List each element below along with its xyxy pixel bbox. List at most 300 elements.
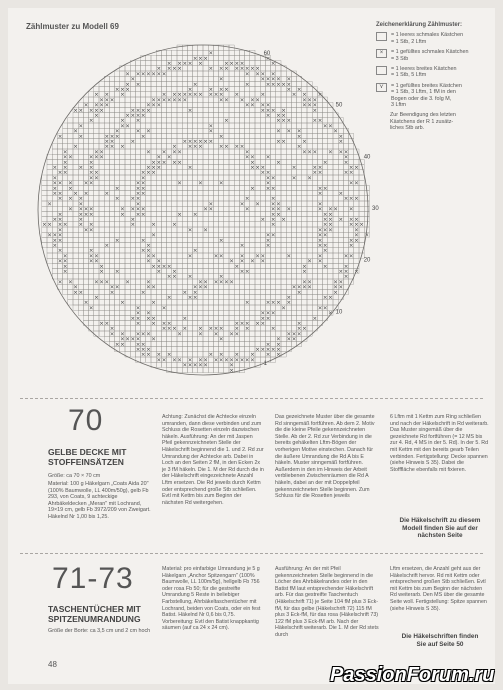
stitch-mark: × [234, 92, 240, 99]
stitch-mark: × [328, 211, 333, 218]
stitch-mark: × [203, 55, 208, 62]
stitch-mark: × [78, 196, 84, 203]
stitch-mark: × [151, 97, 156, 104]
stitch-mark: × [146, 258, 151, 265]
stitch-mark: × [270, 71, 276, 78]
stitch-mark: × [135, 191, 141, 197]
stitch-mark: × [218, 357, 224, 364]
stitch-mark: × [312, 118, 318, 125]
stitch-mark: × [317, 206, 323, 213]
stitch-mark: × [198, 180, 203, 187]
stitch-mark: × [328, 149, 333, 156]
stitch-mark: × [265, 300, 271, 307]
stitch-mark: × [125, 123, 130, 130]
stitch-mark: × [78, 222, 84, 229]
stitch-mark: × [146, 284, 151, 291]
stitch-mark: × [218, 253, 224, 260]
stitch-mark: × [166, 321, 172, 327]
stitch-mark: × [151, 170, 156, 177]
stitch-mark: × [156, 352, 162, 359]
stitch-mark: × [140, 237, 146, 244]
stitch-mark: × [229, 61, 234, 67]
stitch-mark: × [182, 92, 188, 99]
stitch-mark: × [198, 144, 203, 151]
stitch-mark: × [177, 66, 182, 73]
stitch-mark: × [239, 253, 245, 260]
stitch-mark: × [333, 206, 338, 213]
stitch-mark: × [224, 87, 229, 93]
section-title: GELBE DECKE MIT STOFFEINSÄTZEN [48, 447, 127, 467]
stitch-mark: × [130, 222, 136, 229]
stitch-mark: × [250, 258, 255, 265]
stitch-mark: × [229, 258, 234, 265]
stitch-mark: × [146, 347, 151, 353]
stitch-mark: × [62, 165, 68, 171]
stitch-mark: × [218, 92, 224, 99]
stitch-mark: × [83, 191, 89, 197]
stitch-mark: × [317, 165, 323, 171]
legend [376, 22, 494, 132]
stitch-mark: × [276, 113, 281, 119]
stitch-mark: × [229, 362, 234, 369]
stitch-mark: × [317, 227, 323, 234]
stitch-mark: × [224, 97, 229, 104]
stitch-mark: × [260, 315, 266, 322]
stitch-mark: × [192, 362, 198, 369]
stitch-mark: × [286, 128, 292, 135]
stitch-mark: × [151, 321, 156, 327]
stitch-mark: × [354, 165, 359, 171]
stitch-mark: × [83, 206, 89, 213]
stitch-mark: × [276, 139, 281, 145]
stitch-mark: × [296, 331, 302, 338]
stitch-mark: × [260, 321, 266, 327]
stitch-mark: × [296, 326, 302, 333]
stitch-mark: × [88, 253, 94, 260]
stitch-mark: × [78, 165, 84, 171]
stitch-mark: × [213, 331, 219, 338]
stitch-mark: × [255, 71, 260, 78]
stitch-mark: × [244, 66, 250, 73]
stitch-mark: × [343, 149, 349, 156]
size-text: Größe: ca 70 × 70 cm [48, 473, 101, 479]
stitch-mark: × [260, 71, 266, 78]
stitch-mark: × [260, 253, 266, 260]
stitch-mark: × [250, 357, 255, 364]
stitch-mark: × [172, 149, 177, 156]
stitch-mark: × [99, 107, 104, 114]
stitch-mark: × [109, 139, 115, 145]
stitch-mark: × [177, 159, 182, 166]
stitch-mark: × [265, 315, 271, 322]
instructions-column: 6 Lftm mit 1 Kettm zum Ring schließen und nach der Häkelschrift in Rd weiterarb. Das Muster singemäß über die gezeichnete Rd fortführen (= 12 MS bis zur 4. Rd, 4 MS in der 5. Rd). In der 5. Rd mit Kettm mit den bereits gearb Teilen verbinden. Fertigstellung: Decke spannen (siehe Hinweis S 35). Dabei die Stofffläche ebenfalls mit fixieren. [390, 414, 489, 473]
chart-title: Zählmuster zu Modell 69 [26, 22, 119, 31]
stitch-mark: × [151, 253, 156, 260]
stitch-mark: × [135, 336, 141, 343]
stitch-mark: × [62, 263, 68, 270]
stitch-mark: × [146, 315, 151, 322]
stitch-mark: × [94, 295, 99, 301]
stitch-mark: × [130, 76, 136, 83]
row-marker: 30 [372, 206, 379, 212]
stitch-mark: × [322, 248, 328, 255]
stitch-mark: × [192, 139, 198, 145]
filled-wide-box-icon: ⋎ [376, 83, 387, 92]
stitch-mark: × [265, 55, 271, 62]
stitch-mark: × [177, 357, 182, 364]
stitch-mark: × [192, 295, 198, 301]
stitch-mark: × [135, 196, 141, 203]
stitch-mark: × [57, 217, 63, 223]
instructions-column: Lftm ersetzen, die Anzahl geht aus der Häkelschrift hervor. Rd mit Kettm oder entsprechend großen Stb schließen. Evtl mit Kettm bis zum Beginn der nächsten Rd weiterarb. Den MS über die gesamte Seite woll. Fertigstellung: Spitze spannen (siehe Hinweis S 35). [390, 566, 487, 612]
row-marker: 60 [263, 51, 271, 57]
stitch-mark: × [166, 274, 172, 281]
stitch-mark: × [213, 357, 219, 364]
stitch-mark: × [229, 279, 234, 286]
stitch-mark: × [57, 232, 63, 239]
stitch-mark: × [270, 347, 276, 353]
stitch-mark: × [99, 102, 104, 109]
stitch-mark: × [322, 211, 328, 218]
stitch-mark: × [120, 118, 125, 125]
stitch-mark: × [83, 102, 89, 109]
stitch-mark: × [135, 185, 141, 192]
stitch-mark: × [338, 284, 344, 291]
stitch-mark: × [291, 165, 297, 171]
stitch-mark: × [166, 61, 172, 67]
empty-narrow-box-icon [376, 32, 387, 41]
legend-item [376, 66, 494, 79]
stitch-mark: × [328, 227, 333, 234]
stitch-mark: × [302, 263, 307, 270]
stitch-mark: × [270, 81, 276, 88]
stitch-mark: × [94, 175, 99, 182]
stitch-mark: × [208, 201, 214, 208]
stitch-mark: × [146, 102, 151, 109]
size-text: Größe der Borte: ca 3,5 cm und 2 cm hoch [48, 628, 151, 634]
stitch-mark: × [213, 326, 219, 333]
stitch-mark: × [276, 159, 281, 166]
stitch-mark: × [94, 279, 99, 286]
stitch-mark: × [187, 357, 193, 364]
stitch-mark: × [146, 71, 151, 78]
stitch-mark: × [354, 227, 359, 234]
model-number: 71-73 [52, 562, 134, 595]
stitch-mark: × [146, 149, 151, 156]
stitch-mark: × [234, 352, 240, 359]
stitch-mark: × [99, 279, 104, 286]
stitch-mark: × [302, 279, 307, 286]
stitch-mark: × [255, 97, 260, 104]
stitch-mark: × [265, 76, 271, 83]
stitch-mark: × [151, 159, 156, 166]
stitch-mark: × [177, 331, 182, 338]
stitch-mark: × [68, 154, 73, 161]
stitch-mark: × [296, 321, 302, 327]
stitch-mark: × [161, 149, 167, 156]
stitch-mark: × [270, 185, 276, 192]
stitch-mark: × [151, 165, 156, 171]
stitch-mark: × [177, 149, 182, 156]
stitch-mark: × [104, 191, 110, 197]
stitch-mark: × [270, 107, 276, 114]
stitch-mark: × [146, 107, 151, 114]
stitch-mark: × [114, 87, 120, 93]
stitch-mark: × [62, 170, 68, 177]
stitch-mark: × [239, 97, 245, 104]
stitch-mark: × [234, 326, 240, 333]
stitch-mark: × [239, 201, 245, 208]
stitch-mark: × [224, 279, 229, 286]
stitch-mark: × [135, 107, 141, 114]
stitch-mark: × [135, 310, 141, 317]
stitch-mark: × [291, 175, 297, 182]
stitch-mark: × [130, 206, 136, 213]
stitch-mark: × [265, 102, 271, 109]
row-marker: 1 [263, 361, 267, 367]
stitch-mark: × [302, 284, 307, 291]
stitch-mark: × [322, 243, 328, 249]
stitch-mark: × [187, 253, 193, 260]
stitch-mark: × [57, 170, 63, 177]
stitch-mark: × [172, 144, 177, 151]
legend-text: = 1 gefülltes breites Kästchen = 1 Stb, 3 Lftm, 1 fM in den Bogen oder die 3. folg M, 3 Lftm [391, 82, 462, 109]
stitch-mark: × [120, 331, 125, 338]
stitch-mark: × [109, 289, 115, 296]
stitch-mark: × [322, 222, 328, 229]
stitch-mark: × [130, 217, 136, 223]
stitch-mark: × [135, 315, 141, 322]
stitch-mark: × [265, 243, 271, 249]
stitch-mark: × [182, 97, 188, 104]
stitch-mark: × [140, 191, 146, 197]
stitch-mark: × [239, 357, 245, 364]
stitch-mark: × [244, 300, 250, 307]
stitch-mark: × [234, 357, 240, 364]
stitch-mark: × [130, 336, 136, 343]
stitch-mark: × [317, 253, 323, 260]
stitch-mark: × [218, 279, 224, 286]
stitch-mark: × [291, 331, 297, 338]
stitch-mark: × [52, 185, 58, 192]
stitch-mark: × [62, 269, 68, 275]
stitch-mark: × [276, 336, 281, 343]
stitch-mark: × [265, 170, 271, 177]
stitch-mark: × [322, 185, 328, 192]
stitch-mark: × [260, 258, 266, 265]
stitch-mark: × [99, 154, 104, 161]
stitch-mark: × [296, 289, 302, 296]
stitch-mark: × [88, 175, 94, 182]
stitch-mark: × [328, 123, 333, 130]
stitch-mark: × [146, 243, 151, 249]
stitch-mark: × [135, 211, 141, 218]
stitch-mark: × [229, 367, 234, 374]
stitch-mark: × [130, 139, 136, 145]
stitch-mark: × [239, 243, 245, 249]
stitch-mark: × [161, 71, 167, 78]
stitch-mark: × [78, 133, 84, 140]
stitch-mark: × [317, 237, 323, 244]
stitch-mark: × [317, 118, 323, 125]
stitch-mark: × [166, 352, 172, 359]
stitch-mark: × [354, 196, 359, 203]
stitch-mark: × [146, 310, 151, 317]
legend-text: = 1 leeres breites Kästchen = 1 Stb, 5 Lftm [391, 66, 457, 79]
stitch-mark: × [276, 352, 281, 359]
legend-text: = 1 gefülltes schmales Kästchen = 3 Stb [391, 49, 469, 62]
stitch-mark: × [322, 263, 328, 270]
stitch-mark: × [354, 269, 359, 275]
stitch-mark: × [203, 279, 208, 286]
stitch-mark: × [166, 154, 172, 161]
stitch-mark: × [348, 243, 354, 249]
stitch-mark: × [265, 175, 271, 182]
stitch-mark: × [151, 284, 156, 291]
stitch-mark: × [343, 154, 349, 161]
stitch-mark: × [78, 123, 84, 130]
stitch-mark: × [218, 326, 224, 333]
stitch-mark: × [88, 180, 94, 187]
stitch-mark: × [338, 133, 344, 140]
stitch-mark: × [260, 310, 266, 317]
stitch-mark: × [187, 362, 193, 369]
stitch-mark: × [260, 217, 266, 223]
stitch-mark: × [83, 227, 89, 234]
stitch-mark: × [224, 144, 229, 151]
stitch-mark: × [73, 289, 78, 296]
stitch-mark: × [244, 206, 250, 213]
stitch-mark: × [198, 362, 203, 369]
stitch-mark: × [88, 206, 94, 213]
stitch-mark: × [135, 113, 141, 119]
stitch-mark: × [109, 326, 115, 333]
stitch-mark: × [307, 284, 312, 291]
stitch-mark: × [312, 149, 318, 156]
stitch-mark: × [130, 107, 136, 114]
stitch-mark: × [286, 87, 292, 93]
stitch-mark: × [322, 159, 328, 166]
stitch-mark: × [125, 113, 130, 119]
stitch-mark: × [296, 144, 302, 151]
stitch-mark: × [322, 217, 328, 223]
stitch-mark: × [114, 269, 120, 275]
stitch-mark: × [281, 305, 286, 312]
stitch-mark: × [244, 321, 250, 327]
stitch-mark: × [213, 279, 219, 286]
stitch-mark: × [177, 61, 182, 67]
stitch-mark: × [224, 118, 229, 125]
stitch-mark: × [156, 154, 162, 161]
filled-narrow-box-icon: × [376, 49, 387, 58]
stitch-mark: × [317, 185, 323, 192]
stitch-mark: × [270, 300, 276, 307]
stitch-mark: × [281, 81, 286, 88]
stitch-mark: × [348, 206, 354, 213]
stitch-mark: × [203, 139, 208, 145]
stitch-mark: × [218, 180, 224, 187]
stitch-mark: × [281, 118, 286, 125]
stitch-mark: × [161, 305, 167, 312]
stitch-mark: × [57, 227, 63, 234]
stitch-mark: × [135, 341, 141, 348]
stitch-mark: × [57, 191, 63, 197]
reference-note: Die Häkelschriften finden Sie auf Seite 50 [401, 633, 479, 648]
stitch-mark: × [359, 222, 364, 229]
stitch-mark: × [265, 341, 271, 348]
stitch-mark: × [47, 222, 52, 229]
stitch-mark: × [265, 185, 271, 192]
stitch-mark: × [83, 211, 89, 218]
stitch-mark: × [68, 180, 73, 187]
stitch-mark: × [354, 217, 359, 223]
stitch-mark: × [208, 92, 214, 99]
stitch-mark: × [276, 118, 281, 125]
stitch-mark: × [192, 248, 198, 255]
stitch-mark: × [166, 66, 172, 73]
stitch-mark: × [52, 237, 58, 244]
stitch-mark: × [187, 165, 193, 171]
stitch-mark: × [99, 263, 104, 270]
stitch-mark: × [120, 92, 125, 99]
stitch-mark: × [286, 300, 292, 307]
stitch-mark: × [276, 211, 281, 218]
legend-item [376, 32, 494, 45]
stitch-mark: × [218, 336, 224, 343]
stitch-mark: × [276, 347, 281, 353]
stitch-mark: × [62, 253, 68, 260]
stitch-mark: × [198, 139, 203, 145]
stitch-mark: × [94, 149, 99, 156]
stitch-mark: × [140, 71, 146, 78]
stitch-mark: × [156, 97, 162, 104]
stitch-mark: × [265, 113, 271, 119]
stitch-mark: × [187, 227, 193, 234]
stitch-mark: × [166, 97, 172, 104]
row-marker: 50 [335, 102, 343, 109]
stitch-mark: × [208, 206, 214, 213]
stitch-mark: × [135, 201, 141, 208]
stitch-mark: × [151, 71, 156, 78]
stitch-mark: × [78, 206, 84, 213]
stitch-mark: × [172, 159, 177, 166]
stitch-mark: × [187, 107, 193, 114]
row-marker: 20 [363, 257, 371, 264]
stitch-mark: × [354, 237, 359, 244]
stitch-mark: × [135, 206, 141, 213]
row-marker: 40 [363, 154, 371, 161]
stitch-mark: × [270, 222, 276, 229]
stitch-mark: × [333, 284, 338, 291]
stitch-mark: × [135, 128, 141, 135]
stitch-mark: × [296, 87, 302, 93]
stitch-mark: × [73, 144, 78, 151]
section-divider [20, 553, 483, 554]
stitch-mark: × [208, 326, 214, 333]
stitch-mark: × [187, 139, 193, 145]
stitch-mark: × [234, 144, 240, 151]
stitch-mark: × [99, 321, 104, 327]
stitch-mark: × [250, 159, 255, 166]
stitch-mark: × [120, 300, 125, 307]
stitch-mark: × [218, 274, 224, 281]
stitch-mark: × [114, 185, 120, 192]
stitch-mark: × [140, 211, 146, 218]
stitch-mark: × [276, 76, 281, 83]
stitch-mark: × [307, 97, 312, 104]
stitch-mark: × [140, 133, 146, 140]
stitch-mark: × [114, 196, 120, 203]
